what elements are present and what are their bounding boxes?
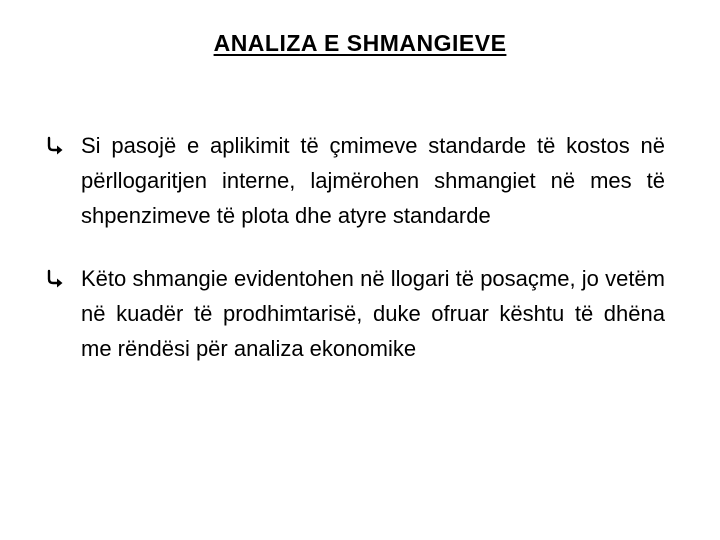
slide-title: ANALIZA E SHMANGIEVE [213,30,507,56]
bullet-item [45,128,665,233]
curved-arrow-right-icon [45,268,67,290]
bullet-item [45,261,665,366]
bullet-text: Si pasojë e aplikimit të çmimeve standarde të kostos në përllogaritjen interne, lajmërohen shmangiet në mes të shpenzimeve të plota dhe atyre standarde [81,133,665,228]
bullet-text: Këto shmangie evidentohen në llogari të posaçme, jo vetëm në kuadër të prodhimtarisë, duke ofruar kështu të dhëna me rëndësi për analiza ekonomike [81,266,665,361]
curved-arrow-right-icon [45,135,67,157]
bullet-list [45,128,665,394]
